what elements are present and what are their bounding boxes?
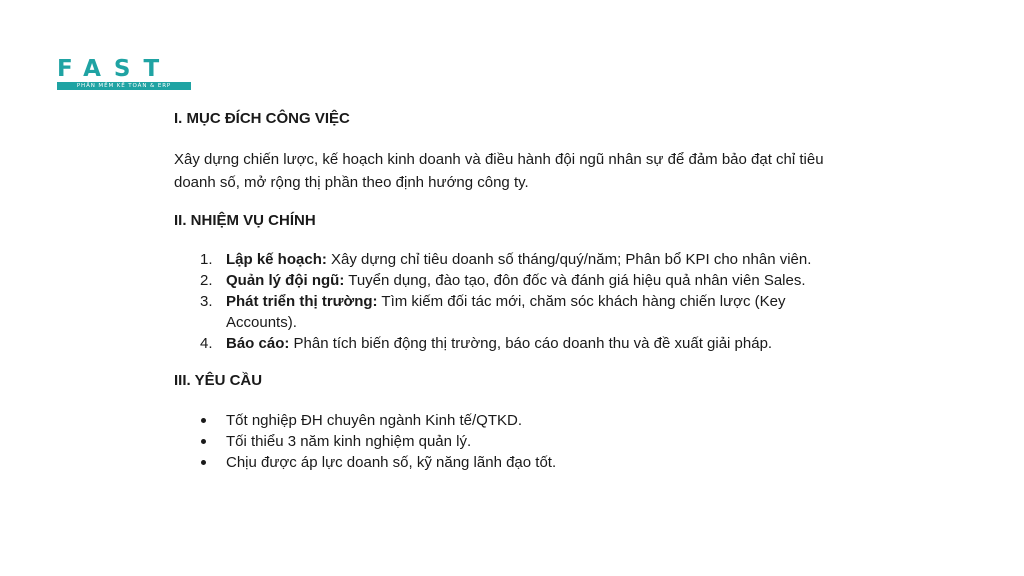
list-number: 1. xyxy=(200,251,213,268)
duty-title: Phát triển thị trường: xyxy=(226,293,378,310)
duties-list xyxy=(174,249,894,354)
fast-logo xyxy=(57,58,192,90)
duty-title: Quản lý đội ngũ: xyxy=(226,272,345,289)
section-heading-purpose: I. MỤC ĐÍCH CÔNG VIỆC xyxy=(174,110,350,127)
duty-title: Lập kế hoạch: xyxy=(226,251,327,268)
section-heading-duties: II. NHIỆM VỤ CHÍNH xyxy=(174,212,316,229)
list-number: 3. xyxy=(200,293,213,310)
list-item xyxy=(174,431,894,452)
list-item xyxy=(174,410,894,431)
requirements-list xyxy=(174,410,894,473)
list-number: 2. xyxy=(200,272,213,289)
bullet-icon xyxy=(201,439,206,444)
list-item xyxy=(174,452,894,473)
list-item xyxy=(174,333,894,354)
bullet-icon xyxy=(201,418,206,423)
requirement-text: Tối thiểu 3 năm kinh nghiệm quản lý. xyxy=(226,433,472,450)
document-body xyxy=(174,109,894,473)
section-heading-requirements: III. YÊU CẦU xyxy=(174,372,263,389)
purpose-paragraph: Xây dựng chiến lược, kế hoạch kinh doanh và điều hành đội ngũ nhân sự để đảm bảo đạt chỉ tiêu doanh số, mở rộng thị phần theo định hướng công ty. xyxy=(174,151,824,191)
logo-tagline: PHẦN MỀM KẾ TOÁN & ERP xyxy=(57,82,191,90)
requirement-text: Tốt nghiệp ĐH chuyên ngành Kinh tế/QTKD. xyxy=(226,412,523,429)
logo-wordmark: FAST xyxy=(57,56,173,82)
duty-title: Báo cáo: xyxy=(226,335,290,352)
duty-text: Tuyển dụng, đào tạo, đôn đốc và đánh giá hiệu quả nhân viên Sales. xyxy=(344,272,806,289)
duty-text: Tìm kiếm đối tác mới, chăm sóc khách hàng chiến lược (Key Accounts). xyxy=(226,293,786,331)
list-item xyxy=(174,291,846,333)
list-item xyxy=(174,270,894,291)
requirement-text: Chịu được áp lực doanh số, kỹ năng lãnh đạo tốt. xyxy=(226,454,557,471)
list-item xyxy=(174,249,894,270)
duty-text: Xây dựng chỉ tiêu doanh số tháng/quý/năm; Phân bổ KPI cho nhân viên. xyxy=(326,251,812,268)
bullet-icon xyxy=(201,460,206,465)
duty-text: Phân tích biến động thị trường, báo cáo doanh thu và đề xuất giải pháp. xyxy=(289,335,773,352)
list-number: 4. xyxy=(200,335,213,352)
